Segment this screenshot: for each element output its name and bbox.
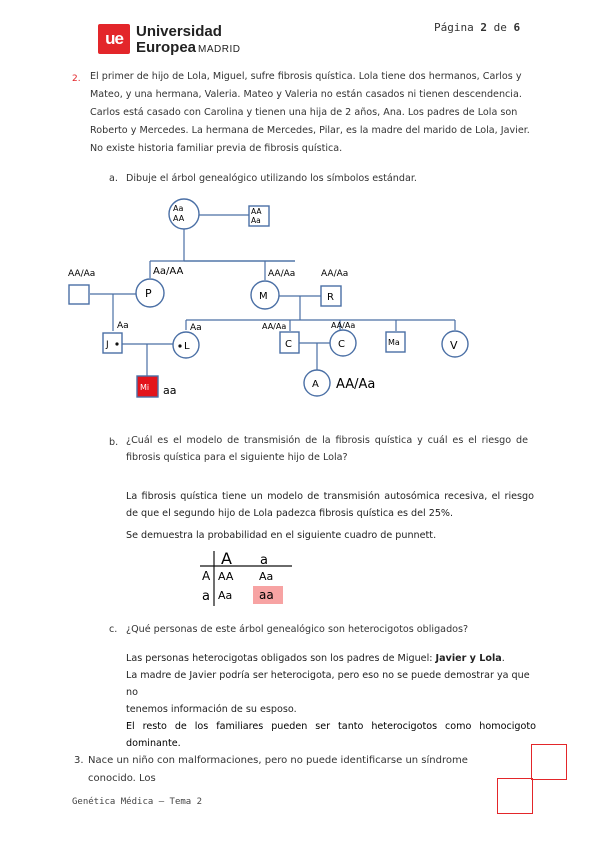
mercedes-genotype: AA/Aa	[268, 269, 296, 279]
grandfather-genotype-1: AA	[251, 207, 262, 216]
question-3-number: 3.	[74, 755, 84, 766]
punnett-intro: Se demuestra la probabilidad en el siguiente cuadro de punnett.	[126, 530, 437, 541]
answer-line: de que el segundo hijo de Lola padezca fibrosis quística es del 25%.	[126, 508, 454, 519]
answer-suffix: .	[501, 653, 505, 664]
page-current: 2	[480, 21, 487, 34]
page-total: 6	[513, 21, 521, 34]
pilar-label: P	[145, 287, 152, 300]
punnett-row-header-A: A	[202, 569, 211, 583]
question-2-line: No existe historia familiar previa de fibrosis quística.	[90, 143, 343, 154]
grandmother-genotype-2: AA	[173, 214, 185, 223]
answer-bold-names: Javier y Lola	[435, 653, 502, 664]
logo-university: Universidad	[136, 23, 222, 40]
subquestion-c-text: ¿Qué personas de este árbol genealógico son heterocigotos obligados?	[126, 624, 469, 635]
javier-genotype: Aa	[117, 321, 129, 331]
javier-label: J	[106, 340, 109, 350]
subquestion-c-label: c.	[109, 624, 118, 635]
answer-line	[126, 650, 536, 667]
ana-label: A	[312, 379, 319, 390]
punnett-square	[196, 548, 296, 608]
question-2-number: 2.	[72, 74, 81, 84]
lola-carrier-dot	[178, 344, 181, 347]
punnett-cell-Aa-top: Aa	[259, 570, 274, 583]
mercedes-label: M	[259, 291, 268, 302]
subquestion-b-answer	[126, 488, 534, 522]
lola-label: L	[184, 341, 190, 352]
carlos-genotype: AA/Aa	[262, 322, 287, 331]
logo-europea-text: Europea	[136, 39, 197, 56]
answer-line: La fibrosis quística tiene un modelo de transmisión autosómica recesiva, el riesgo	[126, 491, 534, 502]
question-3-text: Nace un niño con malformaciones, pero no puede identificarse un síndrome conocido. Los	[88, 755, 468, 784]
pedigree-diagram	[0, 0, 600, 420]
question-2-line: Roberto y Mercedes. La hermana de Mercedes, Pilar, es la madre del marido de Lola, Javier.	[90, 125, 530, 136]
lola-genotype: Aa	[190, 323, 202, 333]
subquestion-a-label: a.	[109, 173, 118, 184]
subquestion-b-line: fibrosis quística para el siguiente hijo de Lola?	[126, 452, 348, 463]
pilar-genotype: Aa/AA	[153, 266, 184, 277]
question-2-line: Mateo, y una hermana, Valeria. Mateo y Valeria no están casados ni tienen descendencia.	[90, 89, 522, 100]
ana-genotype: AA/Aa	[336, 377, 376, 392]
footer-text: Genética Médica – Tema 2	[72, 797, 203, 807]
grandfather-genotype-2: Aa	[251, 216, 261, 225]
punnett-col-header-a: a	[260, 553, 268, 568]
carlos-label: C	[285, 339, 292, 350]
javier-father-genotype: AA/Aa	[68, 269, 96, 279]
javier-father-symbol	[69, 285, 89, 304]
question-2-line: El primer de hijo de Lola, Miguel, sufre fibrosis quística. Lola tiene dos hermanos, Carlos y	[90, 71, 522, 82]
answer-line: El resto de los familiares pueden ser tanto heterocigotos como homocigoto	[126, 721, 536, 732]
roberto-genotype: AA/Aa	[321, 269, 349, 279]
answer-line: La madre de Javier podría ser heterocigota, pero eso no se puede demostrar ya que no	[126, 670, 530, 698]
logo-mark: ue	[98, 24, 130, 54]
punnett-col-header-A: A	[221, 549, 232, 568]
grandmother-genotype-1: Aa	[173, 204, 184, 213]
subquestion-b-line: ¿Cuál es el modelo de transmisión de la fibrosis quística y cuál es el riesgo de	[126, 435, 528, 446]
page-of: de	[493, 21, 507, 34]
subquestion-c-answer	[126, 650, 536, 752]
subquestion-b-label: b.	[109, 437, 119, 448]
subquestion-a-text: Dibuje el árbol genealógico utilizando los símbolos estándar.	[126, 173, 417, 184]
answer-line: dominante.	[126, 738, 181, 749]
punnett-cell-Aa-left: Aa	[218, 589, 233, 602]
logo-madrid: MADRID	[198, 44, 241, 55]
punnett-cell-AA: AA	[218, 570, 234, 583]
javier-carrier-dot	[115, 342, 118, 345]
question-2-line: Carlos está casado con Carolina y tienen una hija de 2 años, Ana. Los padres de Lola son	[90, 107, 518, 118]
miguel-label: Mi	[140, 383, 150, 392]
valeria-label: V	[450, 339, 458, 352]
miguel-genotype: aa	[163, 384, 177, 397]
subquestion-b-text	[126, 432, 528, 466]
carolina-genotype: AA/Aa	[331, 321, 356, 330]
mateo-label: Ma	[388, 338, 400, 347]
carolina-label: C	[338, 339, 345, 350]
punnett-cell-aa: aa	[259, 588, 274, 602]
page-label: Página	[434, 21, 474, 34]
answer-prefix: Las personas heterocigotas obligados son los padres de Miguel:	[126, 653, 436, 664]
answer-line: tenemos información de su esposo.	[126, 704, 297, 715]
decorative-square-top	[531, 744, 567, 780]
punnett-row-header-a: a	[202, 589, 210, 604]
roberto-label: R	[327, 292, 334, 303]
decorative-square-bottom	[497, 778, 533, 814]
